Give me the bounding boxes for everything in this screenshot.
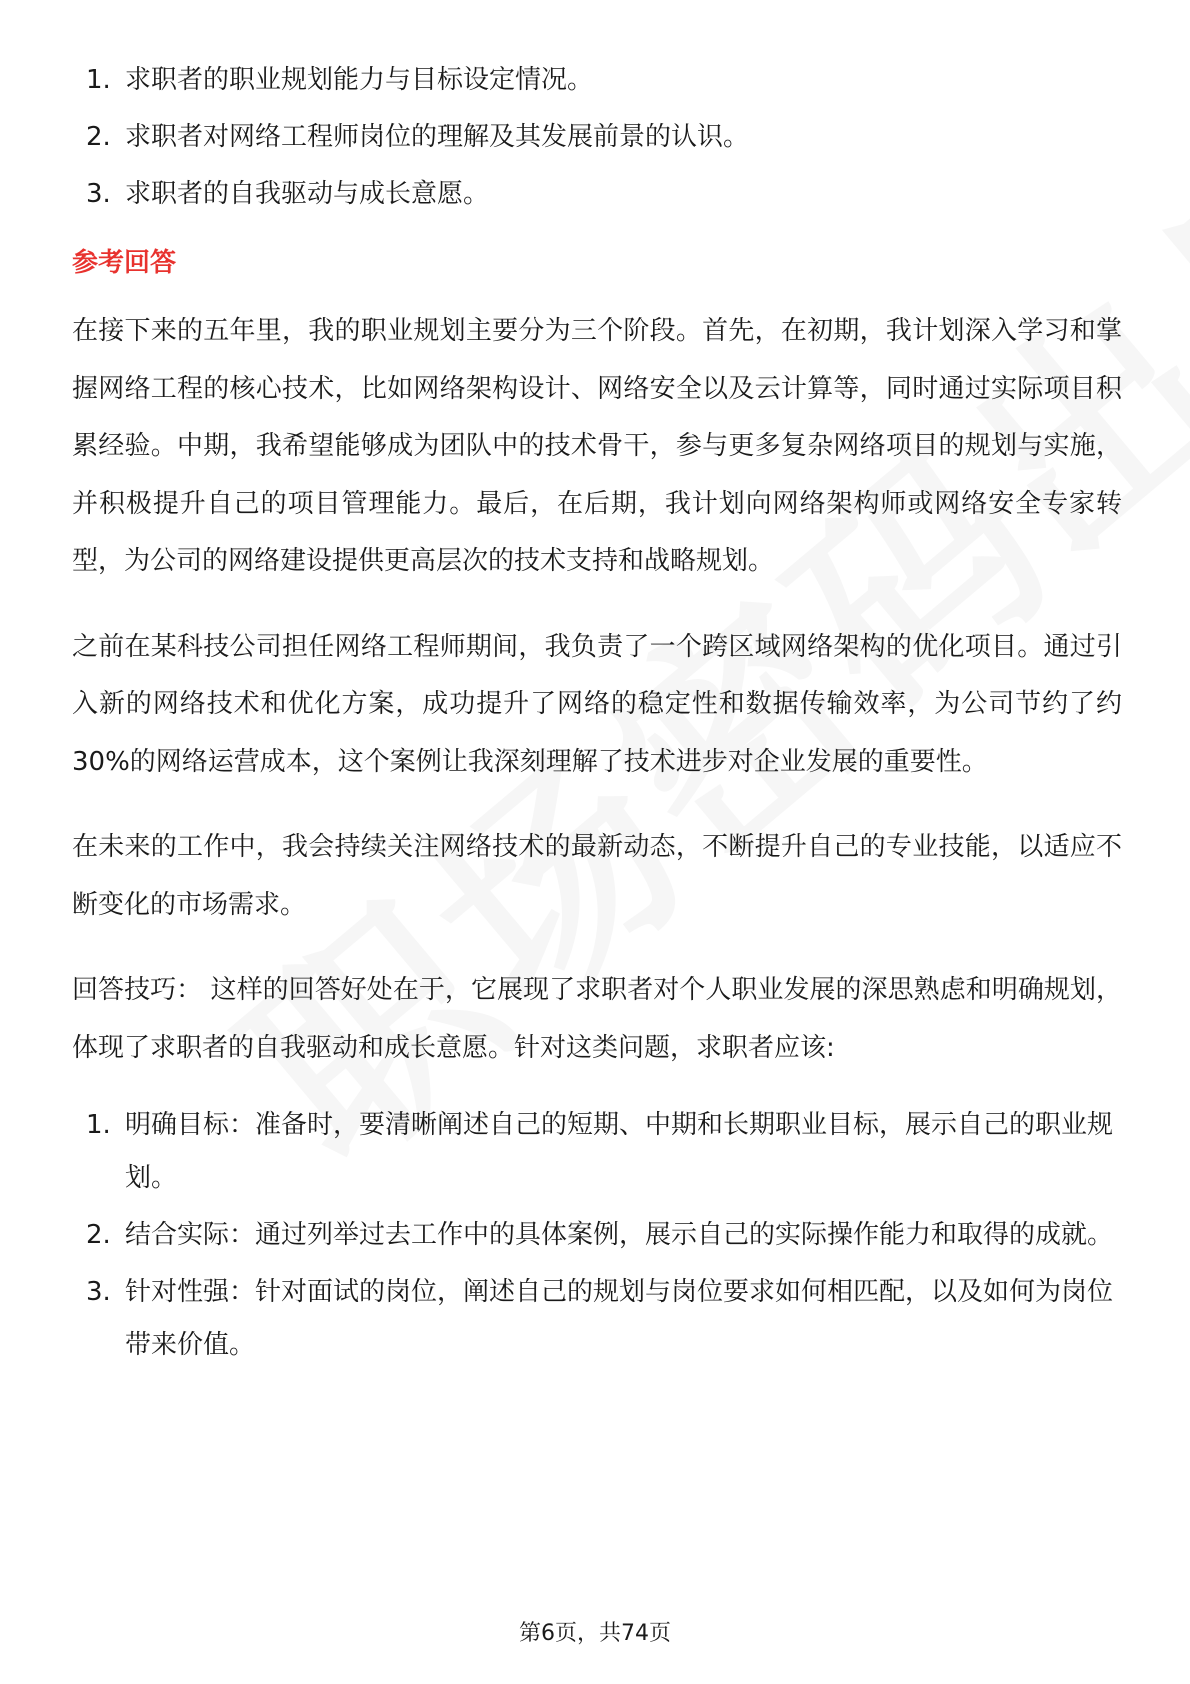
list-item-number: 3.	[86, 179, 111, 209]
intro-list	[72, 52, 1122, 223]
list-item-text: 针对性强：针对面试的岗位，阐述自己的规划与岗位要求如何相匹配，以及如何为岗位带来价值。	[125, 1277, 1114, 1360]
list-item	[72, 1209, 1122, 1262]
list-item-number: 3.	[86, 1277, 111, 1307]
list-item-number: 2.	[86, 122, 111, 152]
list-item-text: 明确目标：准备时，要清晰阐述自己的短期、中期和长期职业目标，展示自己的职业规划。	[125, 1110, 1114, 1193]
list-item	[72, 166, 1122, 223]
tips-list	[72, 1099, 1122, 1372]
paragraph: 在接下来的五年里，我的职业规划主要分为三个阶段。首先，在初期，我计划深入学习和掌握网络工程的核心技术，比如网络架构设计、网络安全以及云计算等，同时通过实际项目积累经验。中期，我希望能够成为团队中的技术骨干，参与更多复杂网络项目的规划与实施，并积极提升自己的项目管理能力。最后，在后期，我计划向网络架构师或网络安全专家转型，为公司的网络建设提供更高层次的技术支持和战略规划。	[72, 316, 1122, 576]
paragraph: 之前在某科技公司担任网络工程师期间，我负责了一个跨区域网络架构的优化项目。通过引入新的网络技术和优化方案，成功提升了网络的稳定性和数据传输效率，为公司节约了约30%的网络运营成本，这个案例让我深刻理解了技术进步对企业发展的重要性。	[72, 631, 1122, 777]
list-item-text: 结合实际：通过列举过去工作中的具体案例，展示自己的实际操作能力和取得的成就。	[125, 1220, 1114, 1250]
list-item	[72, 1266, 1122, 1372]
list-item-number: 1.	[86, 1110, 111, 1140]
list-item	[72, 52, 1122, 109]
list-item-text: 求职者的自我驱动与成长意愿。	[125, 179, 490, 209]
list-item-number: 1.	[86, 65, 111, 95]
paragraph: 回答技巧： 这样的回答好处在于，它展现了求职者对个人职业发展的深思熟虑和明确规划，体现了求职者的自我驱动和成长意愿。针对这类问题，求职者应该:	[72, 975, 1122, 1063]
paragraph: 在未来的工作中，我会持续关注网络技术的最新动态，不断提升自己的专业技能，以适应不断变化的市场需求。	[72, 832, 1122, 920]
section-title: 参考回答	[72, 248, 177, 278]
page-content	[72, 52, 1122, 1376]
list-item-text: 求职者的职业规划能力与目标设定情况。	[125, 65, 594, 95]
list-item-number: 2.	[86, 1220, 111, 1250]
list-item	[72, 109, 1122, 166]
list-item-text: 求职者对网络工程师岗位的理解及其发展前景的认识。	[125, 122, 750, 152]
list-item	[72, 1099, 1122, 1205]
page-footer: 第6页，共74页	[519, 1621, 671, 1646]
